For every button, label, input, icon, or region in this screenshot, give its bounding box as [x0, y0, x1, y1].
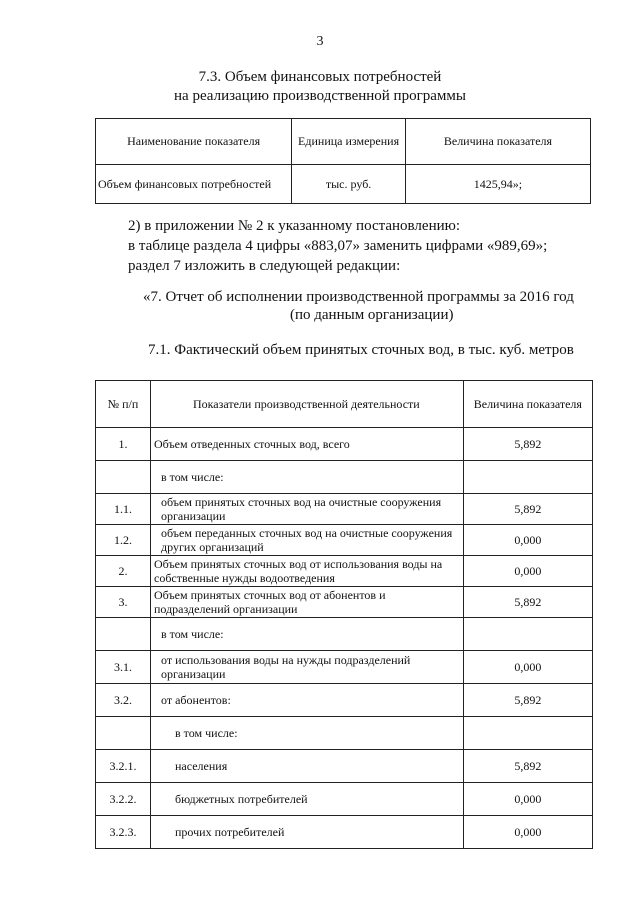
section7-heading-line2: (по данным организации): [290, 307, 454, 323]
subsection-7-1-heading: 7.1. Фактический объем принятых сточных вод, в тыс. куб. метров: [148, 342, 574, 358]
table-row: [96, 428, 593, 461]
table-row: [96, 717, 593, 750]
table-row: [96, 556, 593, 587]
cell-indicator: бюджетных потребителей: [151, 783, 464, 816]
section-heading-line1: 7.3. Объем финансовых потребностей: [198, 69, 442, 85]
cell-number: [96, 461, 151, 494]
cell-indicator: Объем отведенных сточных вод, всего: [151, 428, 464, 461]
cell-indicator: прочих потребителей: [151, 816, 464, 849]
amendment-line2: в таблице раздела 4 цифры «883,07» заменить цифрами «989,69»;: [128, 238, 548, 254]
cell-number: 3.2.2.: [96, 783, 151, 816]
header-indicator-name: Наименование показателя: [96, 119, 292, 165]
cell-indicator: в том числе:: [151, 618, 464, 651]
header-value: Величина показателя: [405, 119, 590, 165]
table-row: [96, 587, 593, 618]
table-header-row: [96, 119, 591, 165]
page-number: 3: [316, 34, 324, 49]
cell-number: 1.1.: [96, 494, 151, 525]
amendment-line1: 2) в приложении № 2 к указанному постановлению:: [128, 218, 460, 234]
cell-value: [463, 461, 592, 494]
cell-unit: тыс. руб.: [292, 165, 406, 204]
cell-indicator-name: Объем финансовых потребностей: [96, 165, 292, 204]
cell-number: 2.: [96, 556, 151, 587]
table-row: [96, 461, 593, 494]
cell-value: 5,892: [463, 587, 592, 618]
cell-number: 3.2.1.: [96, 750, 151, 783]
cell-indicator: объем принятых сточных вод на очистные сооружения организации: [151, 494, 464, 525]
cell-indicator: Объем принятых сточных вод от абонентов и подразделений организации: [151, 587, 464, 618]
cell-indicator: в том числе:: [151, 717, 464, 750]
cell-value: 1425,94»;: [405, 165, 590, 204]
cell-value: 5,892: [463, 750, 592, 783]
table-header-row: [96, 381, 593, 428]
cell-indicator: от абонентов:: [151, 684, 464, 717]
cell-value: 0,000: [463, 651, 592, 684]
cell-value: 5,892: [463, 494, 592, 525]
cell-value: 0,000: [463, 783, 592, 816]
header-unit: Единица измерения: [292, 119, 406, 165]
cell-number: 1.: [96, 428, 151, 461]
cell-indicator: населения: [151, 750, 464, 783]
table-row: [96, 750, 593, 783]
section-heading-line2: на реализацию производственной программы: [174, 88, 466, 104]
table-row: [96, 618, 593, 651]
cell-number: 3.1.: [96, 651, 151, 684]
cell-value: 0,000: [463, 525, 592, 556]
cell-indicator: объем переданных сточных вод на очистные сооружения других организаций: [151, 525, 464, 556]
header-number: № п/п: [96, 381, 151, 428]
cell-number: 3.: [96, 587, 151, 618]
cell-number: [96, 618, 151, 651]
header-value: Величина показателя: [463, 381, 592, 428]
cell-indicator: Объем принятых сточных вод от использования воды на собственные нужды водоотведения: [151, 556, 464, 587]
cell-number: 3.2.3.: [96, 816, 151, 849]
cell-value: 5,892: [463, 428, 592, 461]
section7-heading-line1: «7. Отчет об исполнении производственной программы за 2016 год: [143, 289, 574, 305]
cell-number: 1.2.: [96, 525, 151, 556]
wastewater-volume-table: [95, 380, 593, 849]
cell-value: 5,892: [463, 684, 592, 717]
cell-number: 3.2.: [96, 684, 151, 717]
cell-value: [463, 717, 592, 750]
table-row: [96, 525, 593, 556]
table-row: [96, 816, 593, 849]
header-indicators: Показатели производственной деятельности: [151, 381, 464, 428]
table-row: [96, 783, 593, 816]
cell-number: [96, 717, 151, 750]
table-row: [96, 165, 591, 204]
cell-value: 0,000: [463, 556, 592, 587]
cell-value: 0,000: [463, 816, 592, 849]
table-row: [96, 651, 593, 684]
cell-indicator: от использования воды на нужды подразделений организации: [151, 651, 464, 684]
table-row: [96, 684, 593, 717]
financial-needs-table: [95, 118, 591, 204]
amendment-line3: раздел 7 изложить в следующей редакции:: [128, 258, 401, 274]
cell-indicator: в том числе:: [151, 461, 464, 494]
table-row: [96, 494, 593, 525]
cell-value: [463, 618, 592, 651]
